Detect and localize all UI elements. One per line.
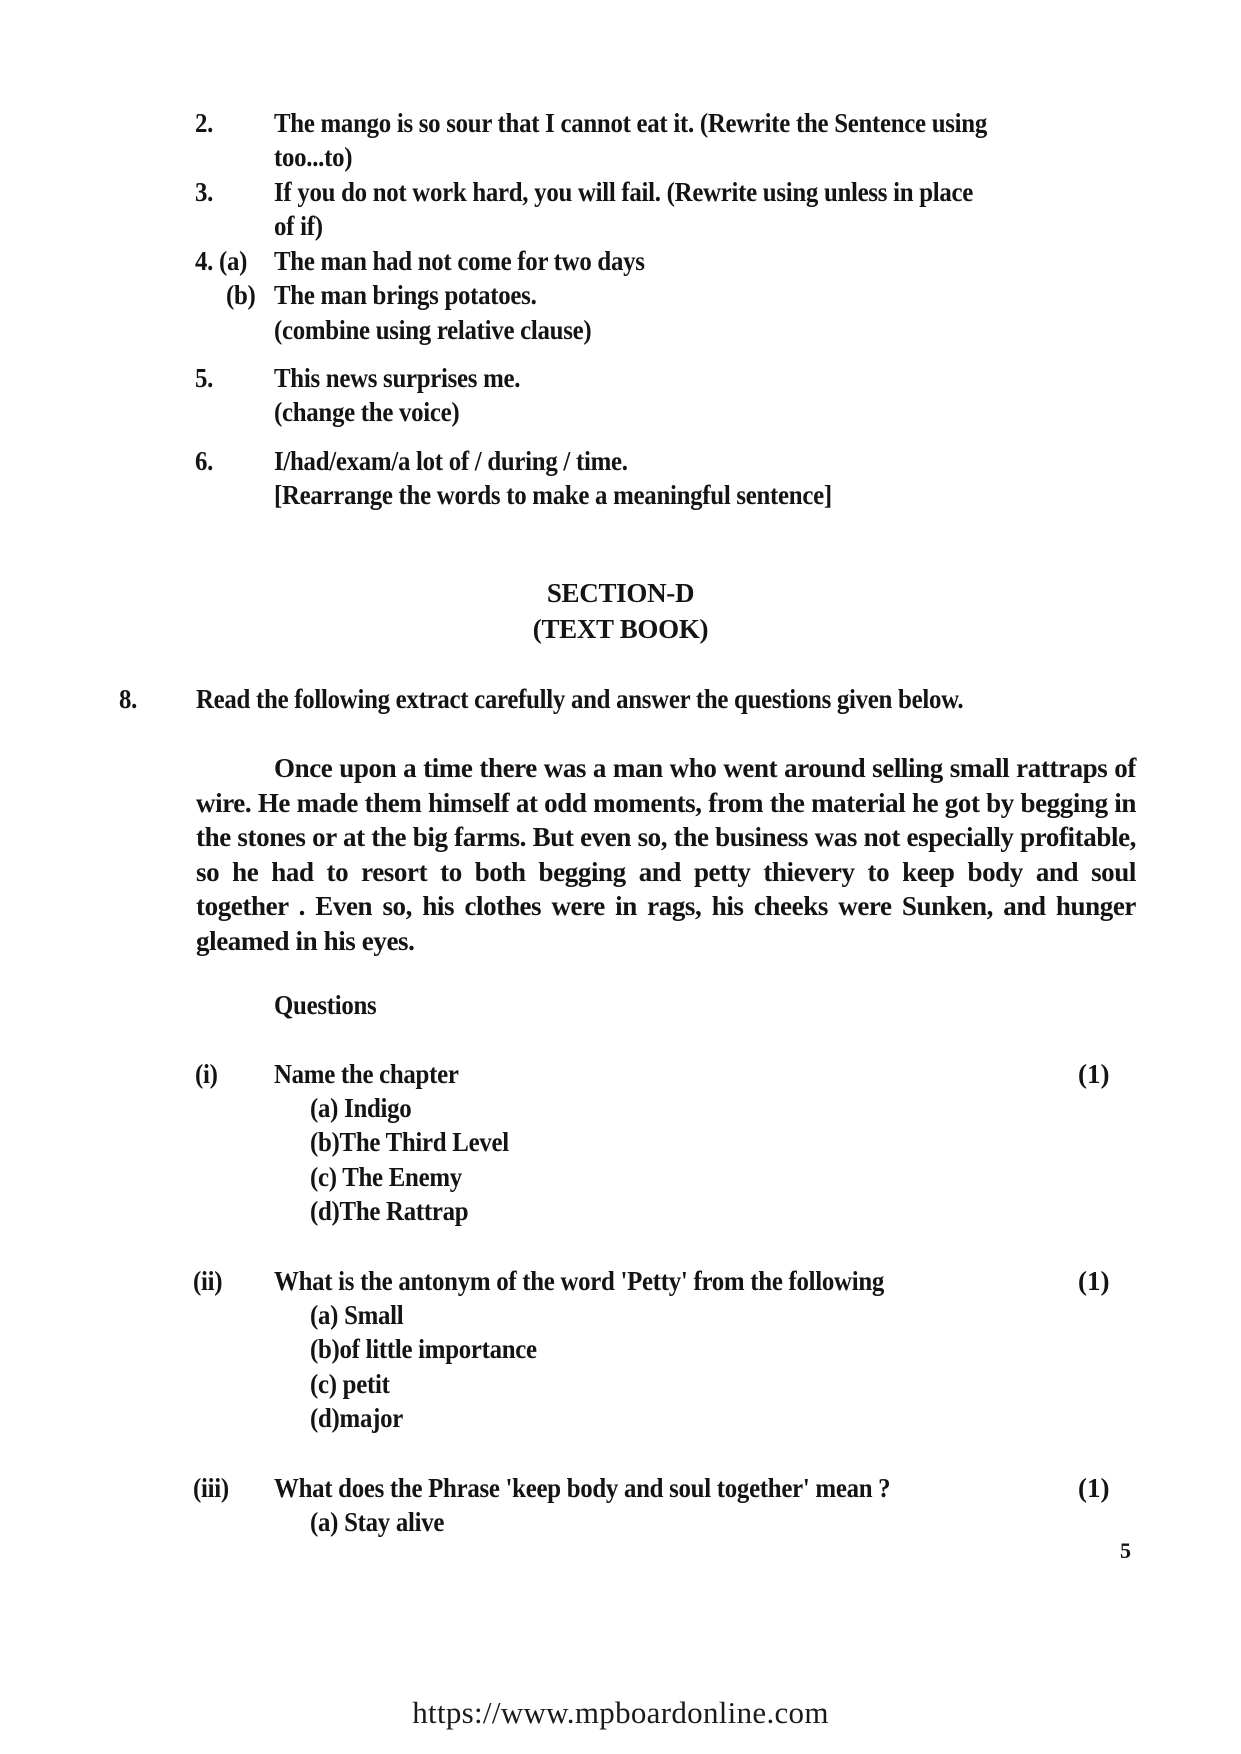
item-instruction: [Rearrange the words to make a meaningful sentence] (274, 480, 832, 510)
sub-item-label: (b) (226, 280, 256, 310)
item-instruction: (combine using relative clause) (274, 315, 592, 345)
option: (b)The Third Level (310, 1127, 509, 1157)
sub-question-text: What does the Phrase 'keep body and soul together' mean ? (274, 1473, 891, 1503)
item-number: 3. (195, 177, 214, 207)
sub-question-text: Name the chapter (274, 1059, 459, 1089)
sub-question-number: (ii) (193, 1266, 223, 1296)
option: (b)of little importance (310, 1334, 537, 1364)
item-text-line: The mango is so sour that I cannot eat it. (Rewrite the Sentence using (274, 108, 987, 138)
option: (d)major (310, 1403, 403, 1433)
option: (c) The Enemy (310, 1162, 462, 1192)
item-number: 6. (195, 446, 214, 476)
extract-text: Once upon a time there was a man who went around selling small rattraps of wire. He made them himself at odd moments, from the material he got by begging in the stones or at the big farms. But even so, the business was not especially profitable, so he had to resort to both begging and petty thievery to keep body and soul together . Even so, his clothes were in rags, his cheeks were Sunken, and hunger gleamed in his eyes. (196, 753, 1136, 956)
option: (d)The Rattrap (310, 1196, 469, 1226)
item-number: 4. (a) (195, 246, 248, 276)
marks: (1) (1078, 1266, 1110, 1296)
questions-label: Questions (274, 990, 377, 1020)
section-title: SECTION-D (546, 578, 695, 608)
item-text-line: The man brings potatoes. (274, 280, 537, 310)
question-number: 8. (119, 684, 138, 714)
item-text-line: The man had not come for two days (274, 246, 645, 276)
option: (a) Stay alive (310, 1507, 445, 1537)
item-number: 2. (195, 108, 214, 138)
marks: (1) (1078, 1059, 1110, 1089)
sub-question-text: What is the antonym of the word 'Petty' from the following (274, 1266, 885, 1296)
question-instruction: Read the following extract carefully and answer the questions given below. (196, 684, 964, 714)
item-text-line: I/had/exam/a lot of / during / time. (274, 446, 628, 476)
option: (a) Indigo (310, 1093, 412, 1123)
item-text-line: too...to) (274, 142, 353, 172)
page-number: 5 (1120, 1538, 1131, 1563)
option: (c) petit (310, 1369, 390, 1399)
sub-question-number: (i) (195, 1059, 218, 1089)
item-number: 5. (195, 363, 214, 393)
item-instruction: (change the voice) (274, 397, 460, 427)
marks: (1) (1078, 1473, 1110, 1503)
section-subtitle: (TEXT BOOK) (532, 614, 709, 644)
item-text-line: If you do not work hard, you will fail. (Rewrite using unless in place (274, 177, 974, 207)
option: (a) Small (310, 1300, 404, 1330)
footer-url: https://www.mpboardonline.com (412, 1695, 829, 1730)
extract-paragraph (196, 751, 1136, 958)
sub-question-number: (iii) (193, 1473, 229, 1503)
item-text-line: This news surprises me. (274, 363, 521, 393)
item-text-line: of if) (274, 211, 323, 241)
